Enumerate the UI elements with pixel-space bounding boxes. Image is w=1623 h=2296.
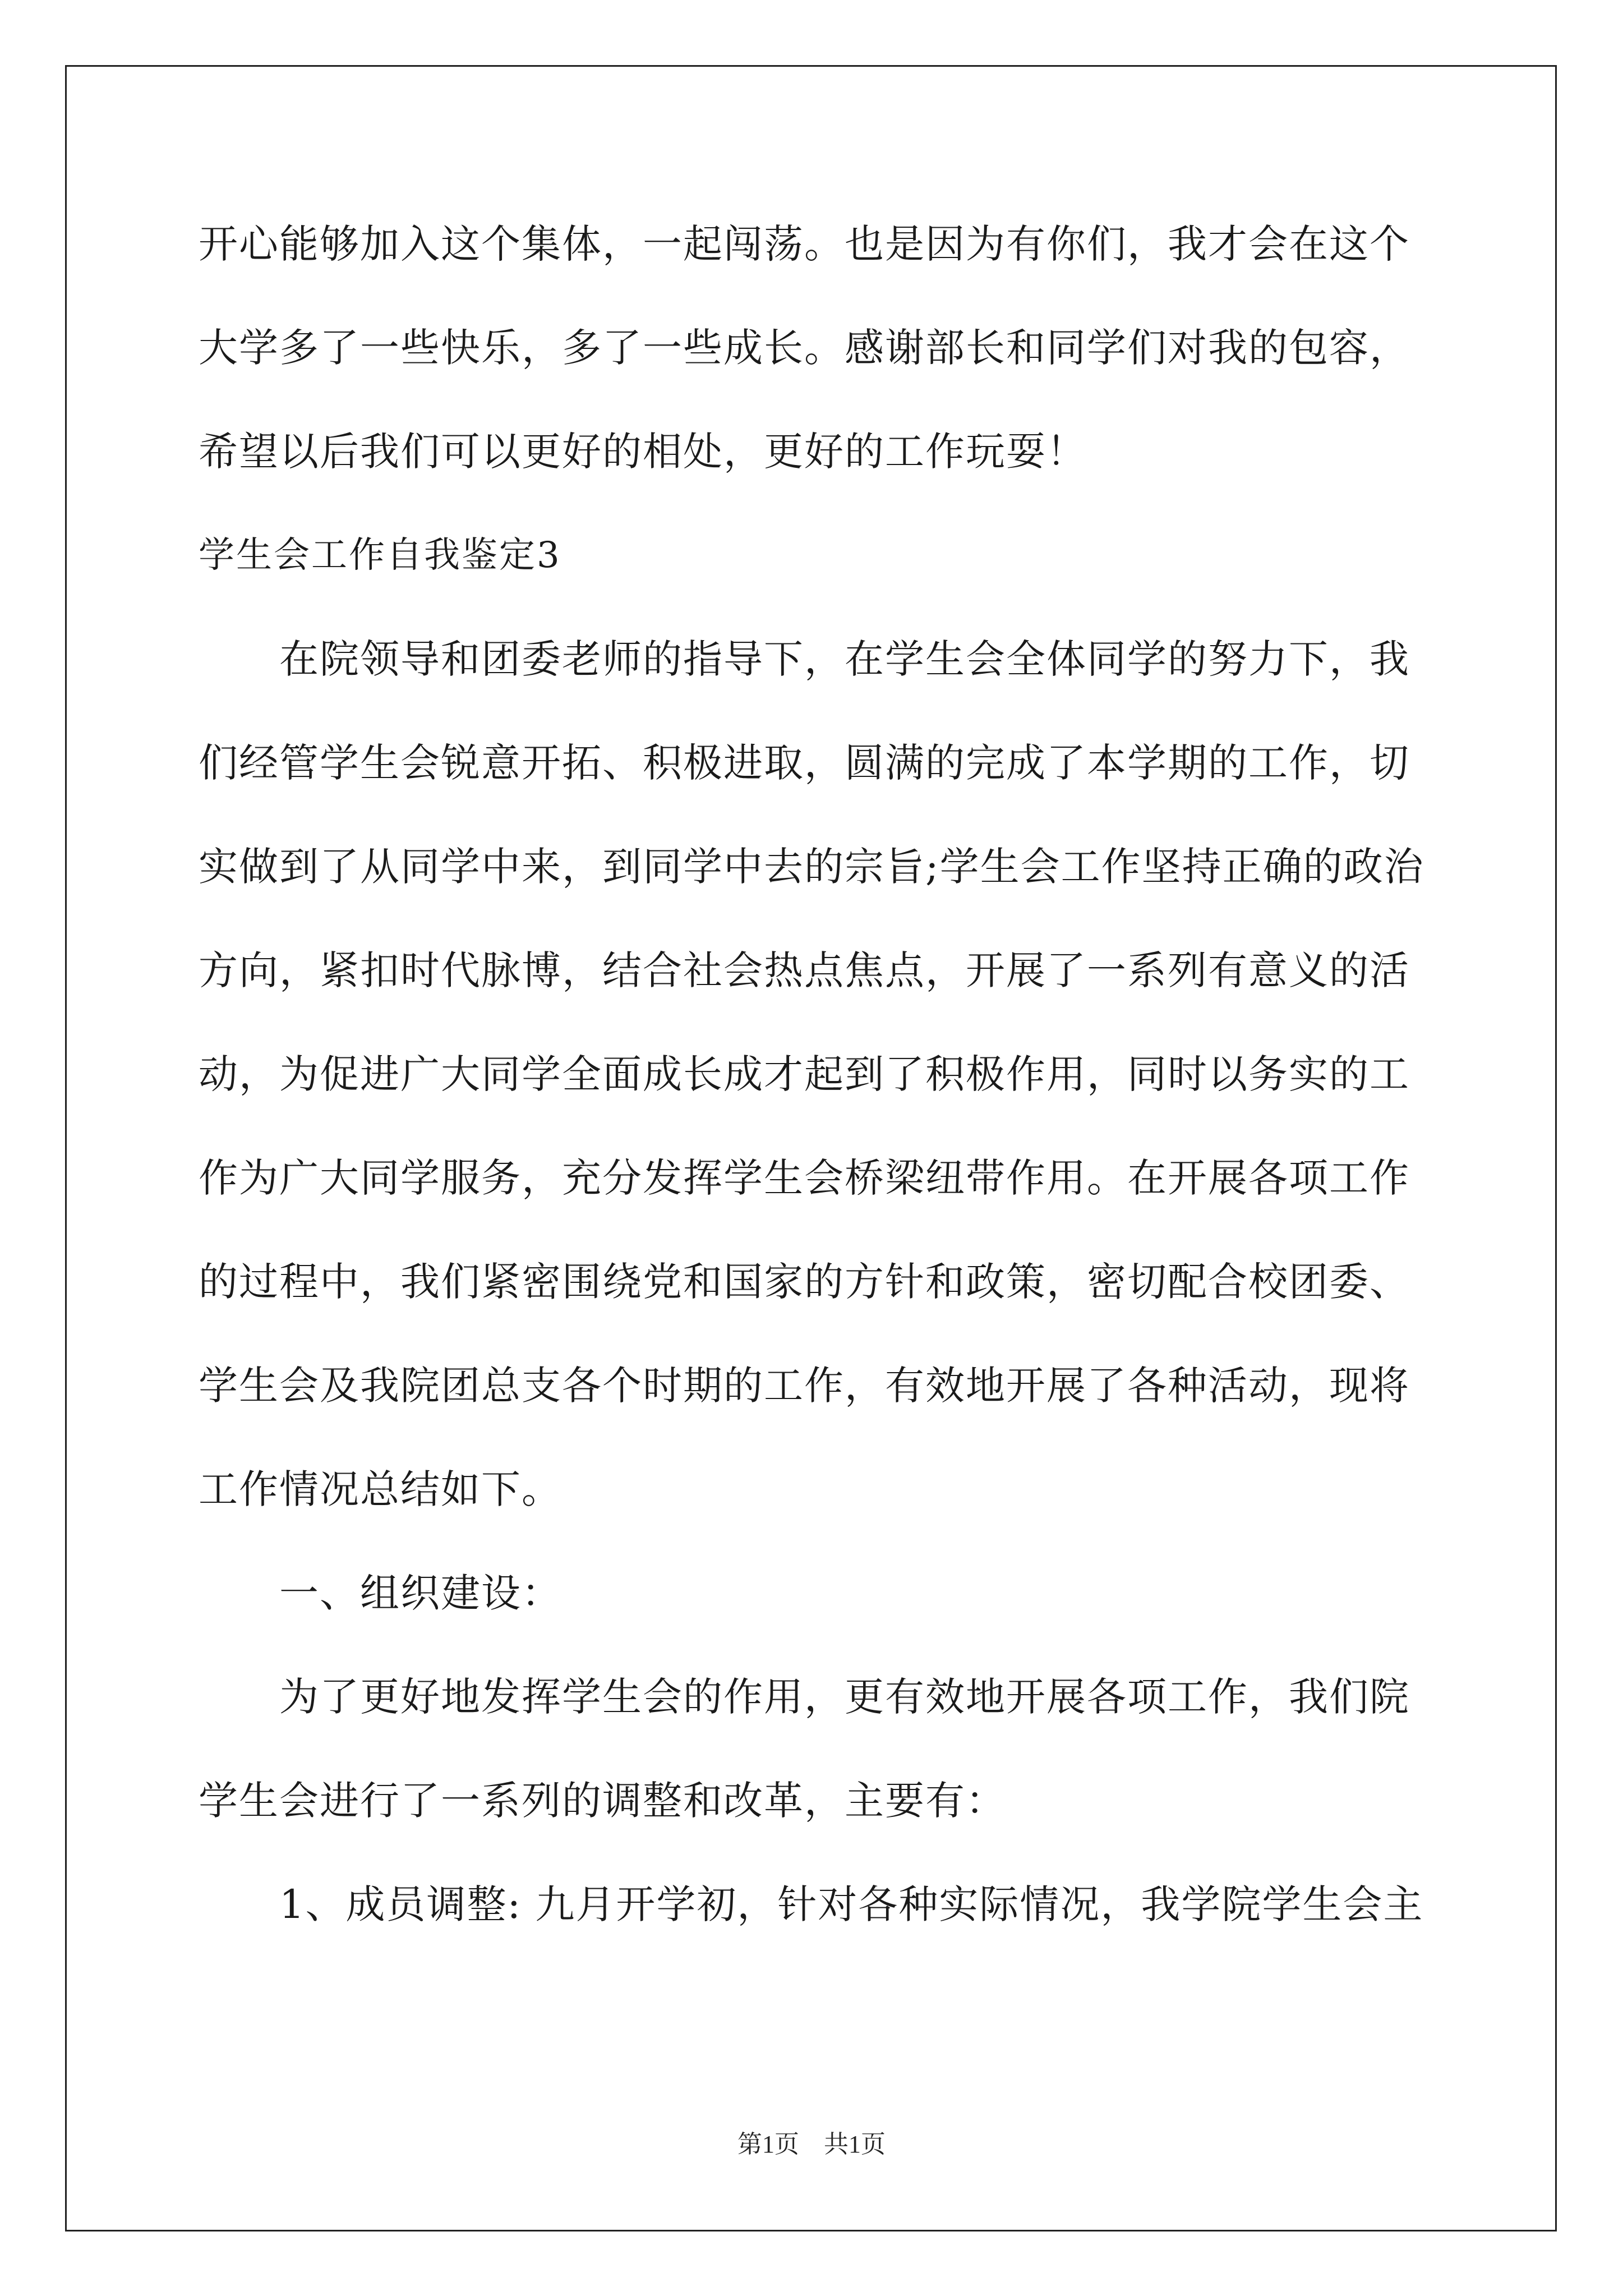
paragraph-line: 们经管学生会锐意开拓、积极进取，圆满的完成了本学期的工作，切	[199, 740, 1410, 786]
paragraph-line: 1、成员调整: 九月开学初，针对各种实际情况，我学院学生会主	[279, 1881, 1424, 1927]
paragraph-line: 实做到了从同学中来，到同学中去的宗旨;学生会工作坚持正确的政治	[199, 844, 1424, 890]
paragraph-line: 学生会进行了一系列的调整和改革，主要有：	[199, 1778, 1006, 1824]
paragraph-line: 工作情况总结如下。	[199, 1466, 562, 1512]
page-footer: 第1页 共1页	[737, 2131, 886, 2158]
subsection-heading: 一、组织建设：	[279, 1570, 562, 1616]
paragraph-line: 在院领导和团委老师的指导下，在学生会全体同学的努力下，我	[279, 636, 1410, 682]
paragraph-line: 学生会及我院团总支各个时期的工作，有效地开展了各种活动，现将	[199, 1363, 1410, 1409]
paragraph-line: 为了更好地发挥学生会的作用，更有效地开展各项工作，我们院	[279, 1674, 1410, 1720]
section-heading: 学生会工作自我鉴定3	[199, 535, 561, 576]
paragraph-line: 方向，紧扣时代脉博，结合社会热点焦点，开展了一系列有意义的活	[199, 947, 1410, 993]
paragraph-line: 开心能够加入这个集体，一起闯荡。也是因为有你们，我才会在这个	[199, 221, 1410, 267]
paragraph-line: 希望以后我们可以更好的相处，更好的工作玩耍！	[199, 429, 1087, 475]
paragraph-line: 动，为促进广大同学全面成长成才起到了积极作用，同时以务实的工	[199, 1051, 1410, 1097]
paragraph-line: 大学多了一些快乐，多了一些成长。感谢部长和同学们对我的包容，	[199, 325, 1410, 371]
paragraph-line: 的过程中，我们紧密围绕党和国家的方针和政策，密切配合校团委、	[199, 1259, 1410, 1305]
paragraph-line: 作为广大同学服务，充分发挥学生会桥梁纽带作用。在开展各项工作	[199, 1155, 1410, 1201]
